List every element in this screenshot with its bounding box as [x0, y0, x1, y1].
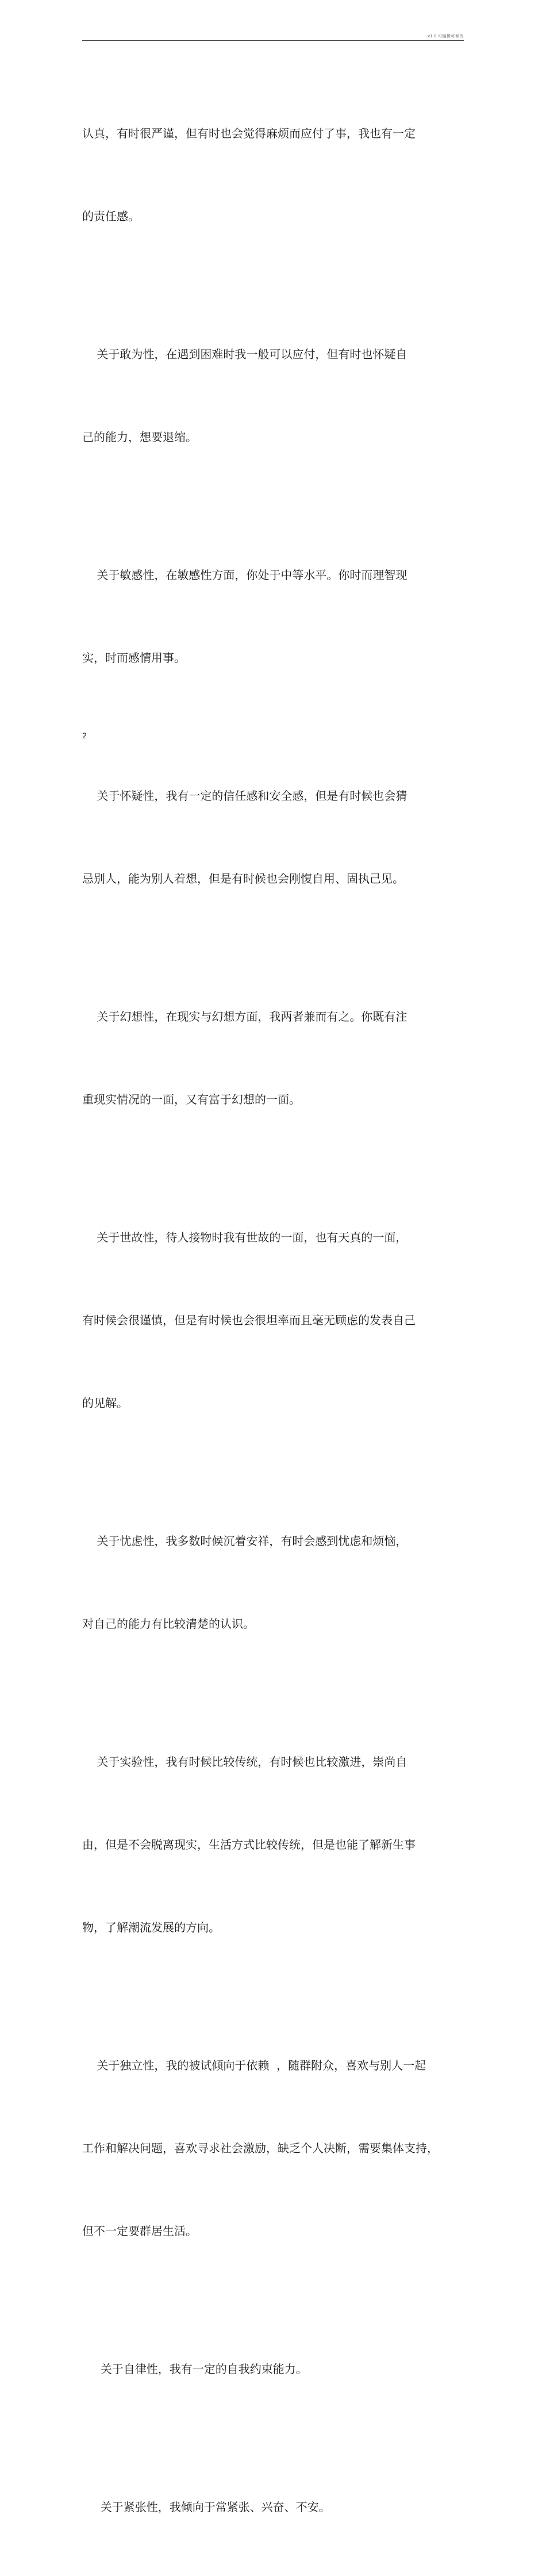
text-line: 关于世故性，待人接物时我有世故的一面，也有天真的一面， — [82, 1230, 407, 1244]
text-line: 的见解。 — [82, 1396, 128, 1410]
paragraph-boldness — [82, 285, 456, 506]
text-line: 关于敢为性，在遇到困难时我一般可以应付，但有时也怀疑自 — [82, 347, 407, 361]
paragraph-openness-to-change — [82, 1693, 456, 1996]
text-line: 关于独立性，我的被试倾向于依赖 ，随群附众，喜欢与别人一起 — [82, 2058, 426, 2072]
text-line: 关于紧张性，我倾向于常紧张、兴奋、不安。 — [82, 2500, 330, 2514]
text-line: 关于实验性，我有时候比较传统，有时候也比较激进，崇尚自 — [82, 1755, 407, 1769]
paragraph-tension — [82, 2438, 456, 2576]
text-line: 己的能力，想要退缩。 — [82, 430, 197, 444]
text-line: 工作和解决问题，喜欢寻求社会激励，缺乏个人决断，需要集体支持， — [82, 2141, 439, 2155]
header-version-label: v1.0 可编辑可修改 — [428, 34, 464, 39]
text-line: 由，但是不会脱离现实，生活方式比较传统，但是也能了解新生事 — [82, 1838, 416, 1851]
text-line: 关于自律性，我有一定的自我约束能力。 — [82, 2362, 307, 2376]
text-line: 关于忧虑性，我多数时候沉着安祥，有时会感到忧虑和烦恼， — [82, 1534, 407, 1548]
text-line: 重现实情况的一面，又有富于幻想的一面。 — [82, 1092, 301, 1106]
paragraph-sensitivity — [82, 506, 456, 727]
text-line: 但不一定要群居生活。 — [82, 2224, 197, 2238]
paragraph-self-reliance — [82, 1996, 456, 2300]
text-line: 实，时而感情用事。 — [82, 651, 186, 665]
text-line: 关于怀疑性，我有一定的信任感和安全感，但是有时候也会猜 — [82, 789, 407, 803]
text-line: 的责任感。 — [82, 209, 140, 223]
paragraph-responsibility — [82, 64, 456, 285]
text-line: 物，了解潮流发展的方向。 — [82, 1920, 220, 1934]
paragraph-privateness — [82, 1168, 456, 1472]
text-line: 忌别人，能为别人着想，但是有时候也会刚愎自用、固执己见。 — [82, 872, 404, 885]
text-line: 对自己的能力有比较清楚的认识。 — [82, 1617, 255, 1631]
text-line: 认真，有时很严谨，但有时也会觉得麻烦而应付了事，我也有一定 — [82, 126, 416, 140]
text-line: 有时候会很谨慎，但是有时候也会很坦率而且毫无顾虑的发表自己 — [82, 1313, 416, 1327]
page-number: 2 — [82, 731, 87, 740]
text-line: 关于幻想性，在现实与幻想方面，我两者兼而有之。你既有注 — [82, 1010, 407, 1023]
paragraph-apprehension — [82, 1472, 456, 1693]
paragraph-vigilance — [82, 727, 456, 948]
document-body — [82, 64, 456, 2576]
paragraph-abstractedness — [82, 948, 456, 1168]
text-line: 关于敏感性，在敏感性方面，你处于中等水平。你时而理智现 — [82, 568, 407, 582]
paragraph-perfectionism — [82, 2300, 456, 2438]
header-rule — [82, 40, 464, 41]
